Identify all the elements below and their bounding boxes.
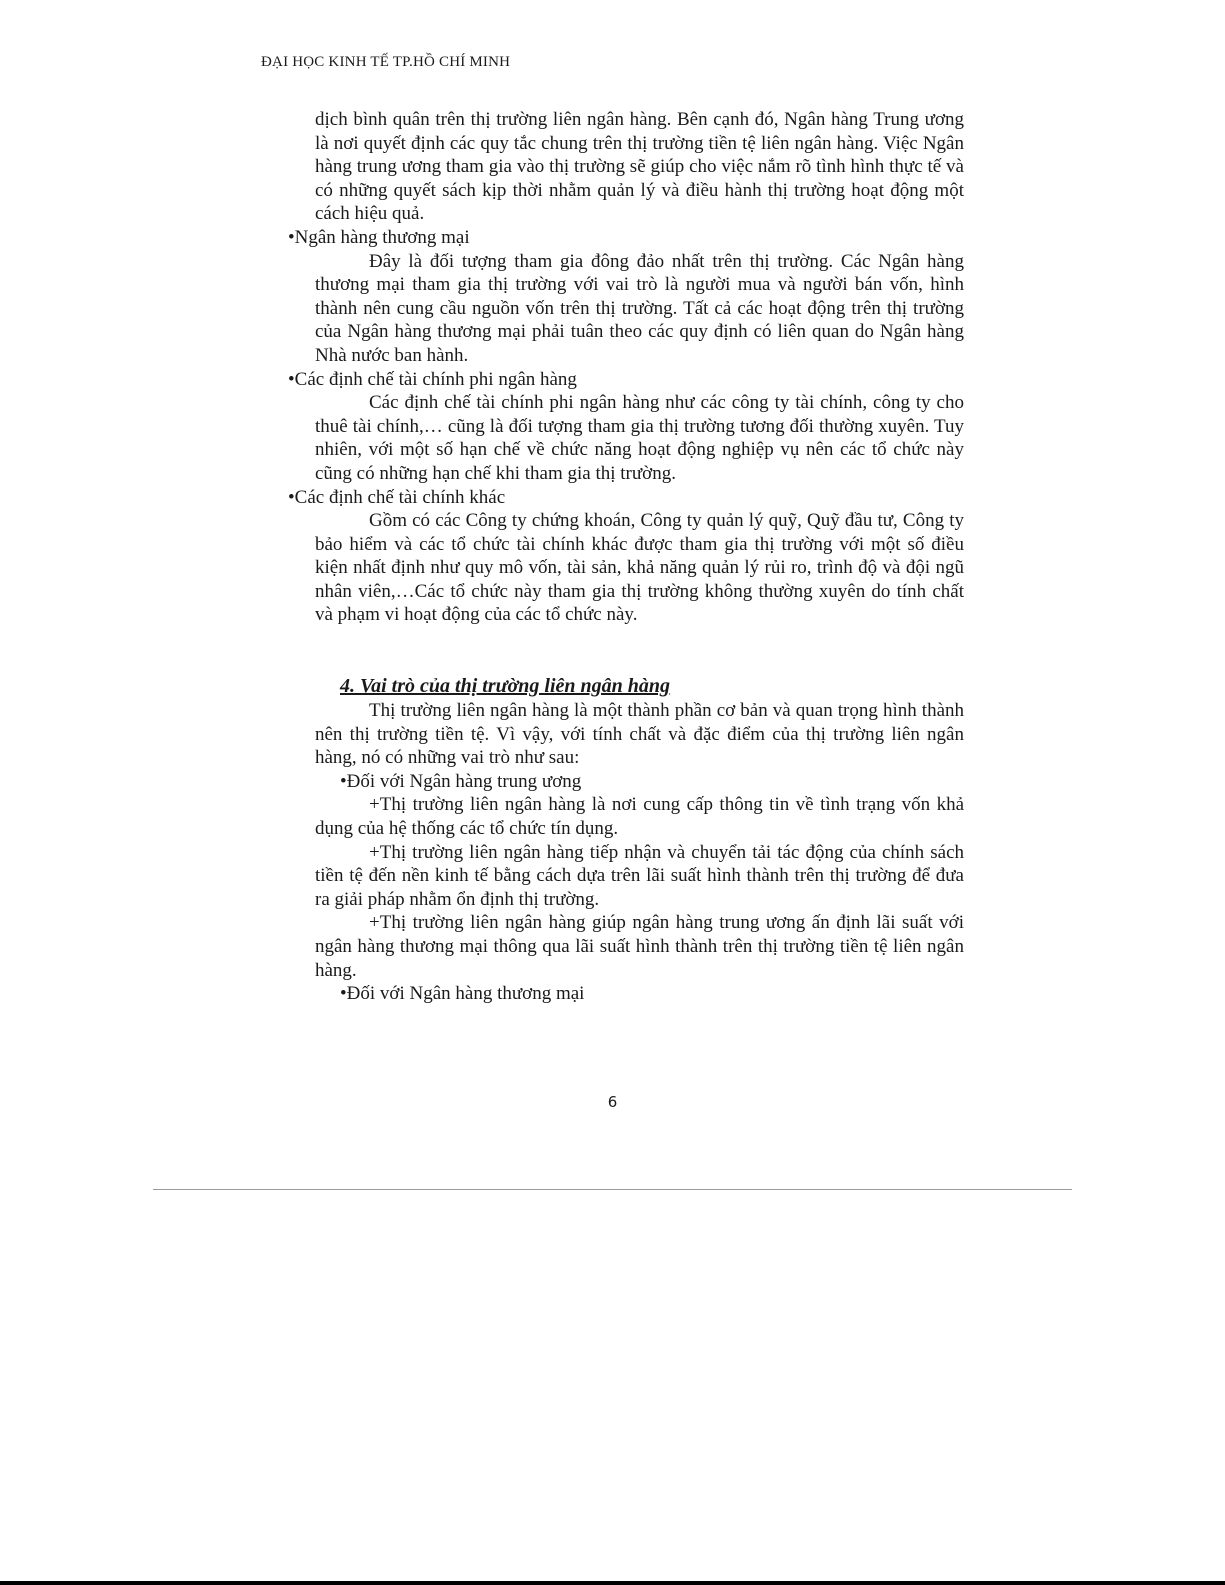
page-bottom-edge [0, 1581, 1225, 1585]
bullet-ngan-hang-thuong-mai: •Ngân hàng thương mại [288, 226, 470, 248]
bullet-dinh-che-khac: •Các định chế tài chính khác [288, 486, 506, 508]
paragraph-dinh-che-khac: Gồm có các Công ty chứng khoán, Công ty quản lý quỹ, Quỹ đầu tư, Công ty bảo hiểm và các tổ chức tài chính khác được tham gia thị trường với một số điều kiện nhất định như quy mô vốn, tài sản, khả năng quản lý rủi ro, trình độ và đội ngũ nhân viên,…Các tổ chức này tham gia thị trường không thường xuyên do tính chất và phạm vi hoạt động của các tổ chức này. [315, 510, 964, 626]
footer-divider [153, 1189, 1072, 1190]
paragraph-plus-2: +Thị trường liên ngân hàng tiếp nhận và chuyển tải tác động của chính sách tiền tệ đến nền kinh tế bằng cách dựa trên lãi suất hình thành trên thị trường để đưa ra giải pháp nhằm ổn định thị trường. [315, 841, 964, 910]
paragraph-plus-3: +Thị trường liên ngân hàng giúp ngân hàng trung ương ấn định lãi suất với ngân hàng thương mại thông qua lãi suất hình thành trên thị trường tiền tệ liên ngân hàng. [315, 912, 964, 981]
bullet-ngan-hang-trung-uong: •Đối với Ngân hàng trung ương [340, 770, 582, 792]
bullet-phi-ngan-hang: •Các định chế tài chính phi ngân hàng [288, 368, 577, 390]
section-heading: 4. Vai trò của thị trường liên ngân hàng [340, 675, 671, 698]
paragraph-intro: dịch bình quân trên thị trường liên ngân hàng. Bên cạnh đó, Ngân hàng Trung ương là nơi quyết định các quy tắc chung trên thị trường tiền tệ liên ngân hàng. Việc Ngân hàng trung ương tham gia vào thị trường sẽ giúp cho việc nắm rõ tình hình thực tế và có những quyết sách kịp thời nhằm quản lý và điều hành thị trường hoạt động một cách hiệu quả. [315, 109, 964, 225]
page-header: ĐẠI HỌC KINH TẾ TP.HỒ CHÍ MINH [261, 54, 511, 70]
page-body [288, 108, 964, 1006]
page-number: 6 [607, 1093, 618, 1111]
paragraph-vai-tro: Thị trường liên ngân hàng là một thành phần cơ bản và quan trọng hình thành nên thị trường tiền tệ. Vì vậy, với tính chất và đặc điểm của thị trường liên ngân hàng, nó có những vai trò như sau: [315, 700, 964, 769]
bullet-ngan-hang-thuong-mai-2: •Đối với Ngân hàng thương mại [340, 983, 585, 1005]
paragraph-ngan-hang-thuong-mai: Đây là đối tượng tham gia đông đảo nhất trên thị trường. Các Ngân hàng thương mại tham gia thị trường với vai trò là người mua và người bán vốn, hình thành nên cung cầu nguồn vốn trên thị trường. Tất cả các hoạt động trên thị trường của Ngân hàng thương mại phải tuân theo các quy định có liên quan do Ngân hàng Nhà nước ban hành. [315, 250, 964, 366]
paragraph-plus-1: +Thị trường liên ngân hàng là nơi cung cấp thông tin về tình trạng vốn khả dụng của hệ thống các tổ chức tín dụng. [315, 794, 964, 840]
section-spacer [288, 627, 964, 674]
paragraph-phi-ngan-hang: Các định chế tài chính phi ngân hàng như các công ty tài chính, công ty cho thuê tài chính,… cũng là đối tượng tham gia thị trường tương đối thường xuyên. Tuy nhiên, với một số hạn chế về chức năng hoạt động nghiệp vụ nên các tổ chức này cũng có những hạn chế khi tham gia thị trường. [315, 392, 964, 484]
